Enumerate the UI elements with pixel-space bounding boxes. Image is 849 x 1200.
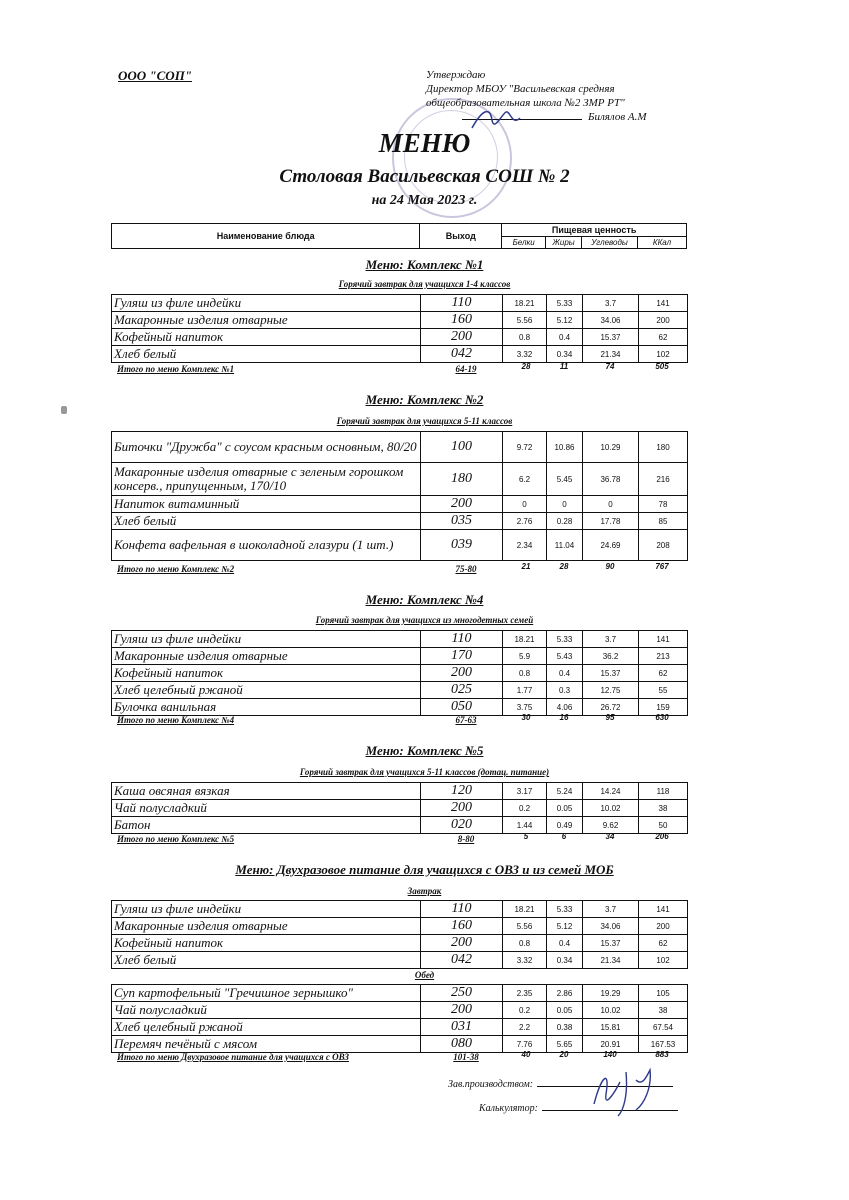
dish-fats: 0.4 — [547, 329, 583, 346]
dish-fats: 0.34 — [547, 346, 583, 363]
dish-name: Гуляш из филе индейки — [112, 295, 421, 312]
section-total — [111, 364, 687, 376]
dish-name: Гуляш из филе индейки — [112, 631, 421, 648]
total-carbs: 140 — [603, 1050, 617, 1059]
dish-proteins: 18.21 — [503, 295, 547, 312]
total-fats: 6 — [561, 832, 567, 841]
dish-yield: 160 — [421, 918, 503, 935]
table-row — [112, 513, 688, 530]
dish-kcal: 62 — [639, 665, 688, 682]
dish-proteins: 0.8 — [503, 935, 547, 952]
dish-carbs: 20.91 — [583, 1036, 639, 1053]
table-row — [112, 985, 688, 1002]
menu-table — [111, 900, 688, 969]
dish-kcal: 78 — [639, 496, 688, 513]
dish-proteins: 0.8 — [503, 665, 547, 682]
dish-kcal: 200 — [639, 312, 688, 329]
dish-fats: 0.05 — [547, 800, 583, 817]
col-kcal: ККал — [638, 237, 687, 249]
dish-yield: 200 — [421, 935, 503, 952]
total-yield: 101-38 — [453, 1052, 479, 1062]
menu-table — [111, 431, 688, 561]
dish-proteins: 2.34 — [503, 530, 547, 561]
dish-carbs: 15.37 — [583, 665, 639, 682]
dish-carbs: 10.29 — [583, 432, 639, 463]
dish-carbs: 0 — [583, 496, 639, 513]
page-title: МЕНЮ — [378, 128, 471, 158]
dish-name: Макаронные изделия отварные с зеленым горошком консерв., припущенным, 170/10 — [112, 463, 421, 496]
organization-name: ООО "СОП" — [118, 68, 193, 83]
dish-yield: 035 — [421, 513, 503, 530]
dish-kcal: 167.53 — [639, 1036, 688, 1053]
table-row — [112, 432, 688, 463]
dish-yield: 170 — [421, 648, 503, 665]
table-row — [112, 665, 688, 682]
section-title: Меню: Комплекс №5 — [365, 743, 484, 758]
dish-fats: 0.3 — [547, 682, 583, 699]
table-row — [112, 463, 688, 496]
total-kcal: 767 — [655, 562, 669, 571]
dish-name: Кофейный напиток — [112, 665, 421, 682]
dish-carbs: 9.62 — [583, 817, 639, 834]
dish-yield: 120 — [421, 783, 503, 800]
dish-carbs: 14.24 — [583, 783, 639, 800]
dish-carbs: 15.37 — [583, 329, 639, 346]
canteen-title: Столовая Васильевская СОШ № 2 — [279, 166, 570, 187]
total-kcal: 505 — [655, 362, 669, 371]
dish-yield: 042 — [421, 952, 503, 969]
table-row — [112, 312, 688, 329]
total-proteins: 40 — [521, 1050, 531, 1059]
dish-fats: 2.86 — [547, 985, 583, 1002]
section-total — [111, 834, 687, 846]
scan-mark — [61, 406, 67, 414]
dish-kcal: 38 — [639, 800, 688, 817]
dish-proteins: 3.75 — [503, 699, 547, 716]
total-label: Итого по меню Комплекс №1 — [117, 364, 235, 374]
col-fats: Жиры — [546, 237, 582, 249]
dish-fats: 5.33 — [547, 901, 583, 918]
dish-proteins: 6.2 — [503, 463, 547, 496]
dish-yield: 110 — [421, 631, 503, 648]
dish-name: Напиток витаминный — [112, 496, 421, 513]
table-row — [112, 901, 688, 918]
production-manager-label: Зав.производством: — [448, 1079, 534, 1090]
total-yield: 67-63 — [455, 715, 477, 725]
dish-carbs: 17.78 — [583, 513, 639, 530]
dish-fats: 0 — [547, 496, 583, 513]
section-subtitle: Горячий завтрак для учащихся из многодетных семей — [315, 615, 534, 625]
menu-table — [111, 294, 688, 363]
dish-proteins: 0.2 — [503, 800, 547, 817]
table-row — [112, 918, 688, 935]
dish-proteins: 0.2 — [503, 1002, 547, 1019]
dish-yield: 200 — [421, 665, 503, 682]
dish-yield: 100 — [421, 432, 503, 463]
column-header — [111, 223, 687, 249]
dish-yield: 042 — [421, 346, 503, 363]
dish-carbs: 10.02 — [583, 1002, 639, 1019]
approval-line-2: Директор МБОУ "Васильевская средняя — [426, 83, 615, 95]
dish-yield: 200 — [421, 496, 503, 513]
dish-fats: 0.4 — [547, 935, 583, 952]
dish-carbs: 26.72 — [583, 699, 639, 716]
dish-proteins: 18.21 — [503, 901, 547, 918]
total-proteins: 21 — [521, 562, 531, 571]
dish-fats: 5.24 — [547, 783, 583, 800]
total-kcal: 630 — [655, 713, 669, 722]
dish-name: Гуляш из филе индейки — [112, 901, 421, 918]
dish-proteins: 18.21 — [503, 631, 547, 648]
table-row — [112, 1019, 688, 1036]
dish-carbs: 34.06 — [583, 312, 639, 329]
dish-fats: 5.12 — [547, 312, 583, 329]
dish-proteins: 2.2 — [503, 1019, 547, 1036]
dish-yield: 050 — [421, 699, 503, 716]
approval-line-3: общеобразовательная школа №2 ЗМР РТ" — [426, 97, 625, 109]
total-fats: 16 — [559, 713, 569, 722]
dish-kcal: 141 — [639, 631, 688, 648]
dish-yield: 031 — [421, 1019, 503, 1036]
table-row — [112, 496, 688, 513]
dish-carbs: 19.29 — [583, 985, 639, 1002]
dish-yield: 160 — [421, 312, 503, 329]
dish-name: Макаронные изделия отварные — [112, 918, 421, 935]
total-fats: 28 — [559, 562, 569, 571]
dish-carbs: 3.7 — [583, 901, 639, 918]
menu-table — [111, 630, 688, 716]
section-subtitle: Горячий завтрак для учащихся 1-4 классов — [338, 279, 511, 289]
table-row — [112, 952, 688, 969]
dish-kcal: 141 — [639, 295, 688, 312]
dish-name: Макаронные изделия отварные — [112, 648, 421, 665]
approval-line-1: Утверждаю — [426, 69, 486, 81]
table-row — [112, 295, 688, 312]
dish-kcal: 67.54 — [639, 1019, 688, 1036]
section-total — [111, 1052, 687, 1064]
approval-block — [426, 68, 647, 124]
dish-kcal: 118 — [639, 783, 688, 800]
dish-yield: 039 — [421, 530, 503, 561]
dish-name: Батон — [112, 817, 421, 834]
dish-fats: 4.06 — [547, 699, 583, 716]
dish-kcal: 213 — [639, 648, 688, 665]
dish-fats: 5.12 — [547, 918, 583, 935]
dish-yield: 025 — [421, 682, 503, 699]
menu-date: на 24 Мая 2023 г. — [371, 193, 478, 208]
section-subtitle: Горячий завтрак для учащихся 5-11 классов — [336, 416, 513, 426]
dish-yield: 110 — [421, 901, 503, 918]
dish-proteins: 3.32 — [503, 346, 547, 363]
dish-fats: 10.86 — [547, 432, 583, 463]
dish-carbs: 15.37 — [583, 935, 639, 952]
dish-kcal: 200 — [639, 918, 688, 935]
dish-kcal: 85 — [639, 513, 688, 530]
dish-kcal: 50 — [639, 817, 688, 834]
dish-name: Хлеб целебный ржаной — [112, 1019, 421, 1036]
dish-proteins: 1.44 — [503, 817, 547, 834]
total-proteins: 5 — [523, 832, 529, 841]
dish-name: Биточки "Дружба" с соусом красным основным, 80/20 — [112, 432, 421, 463]
dish-carbs: 3.7 — [583, 631, 639, 648]
dish-yield: 200 — [421, 329, 503, 346]
dish-kcal: 159 — [639, 699, 688, 716]
dish-name: Перемяч печёный с мясом — [112, 1036, 421, 1053]
table-row — [112, 648, 688, 665]
total-carbs: 90 — [605, 562, 615, 571]
dish-fats: 0.34 — [547, 952, 583, 969]
dish-name: Хлеб белый — [112, 952, 421, 969]
calculator-label: Калькулятор: — [479, 1103, 538, 1114]
dish-yield: 200 — [421, 800, 503, 817]
section-subtitle: Завтрак — [407, 886, 442, 896]
total-label: Итого по меню Комплекс №4 — [117, 715, 235, 725]
dish-kcal: 62 — [639, 329, 688, 346]
dish-carbs: 24.69 — [583, 530, 639, 561]
total-carbs: 74 — [605, 362, 615, 371]
dish-fats: 5.33 — [547, 631, 583, 648]
total-kcal: 883 — [655, 1050, 669, 1059]
section-total — [111, 564, 687, 576]
dish-proteins: 5.9 — [503, 648, 547, 665]
approval-line-4: Билялов А.М — [588, 111, 647, 123]
total-fats: 11 — [559, 362, 569, 371]
dish-proteins: 3.17 — [503, 783, 547, 800]
table-row — [112, 783, 688, 800]
col-nutrition: Пищевая ценность — [502, 224, 687, 237]
dish-name: Макаронные изделия отварные — [112, 312, 421, 329]
dish-carbs: 10.02 — [583, 800, 639, 817]
dish-yield: 110 — [421, 295, 503, 312]
table-row — [112, 817, 688, 834]
dish-fats: 0.38 — [547, 1019, 583, 1036]
dish-name: Хлеб белый — [112, 346, 421, 363]
total-proteins: 28 — [521, 362, 531, 371]
dish-carbs: 36.2 — [583, 648, 639, 665]
dish-name: Каша овсяная вязкая — [112, 783, 421, 800]
dish-name: Кофейный напиток — [112, 329, 421, 346]
section-title: Меню: Комплекс №1 — [365, 257, 484, 272]
dish-kcal: 180 — [639, 432, 688, 463]
dish-proteins: 5.56 — [503, 918, 547, 935]
dish-proteins: 0.8 — [503, 329, 547, 346]
table-row — [112, 346, 688, 363]
total-yield: 75-80 — [455, 564, 477, 574]
footer-signature — [584, 1064, 676, 1122]
total-yield: 64-19 — [455, 364, 477, 374]
dish-name: Булочка ванильная — [112, 699, 421, 716]
table-row — [112, 935, 688, 952]
dish-proteins: 3.32 — [503, 952, 547, 969]
section-title: Меню: Комплекс №4 — [365, 592, 484, 607]
dish-fats: 0.05 — [547, 1002, 583, 1019]
dish-fats: 5.43 — [547, 648, 583, 665]
dish-kcal: 208 — [639, 530, 688, 561]
dish-name: Чай полусладкий — [112, 1002, 421, 1019]
menu-table — [111, 984, 688, 1053]
section-title: Меню: Комплекс №2 — [365, 392, 484, 407]
section-title: Меню: Двухразовое питание для учащихся с ОВЗ и из семей МОБ — [235, 862, 614, 877]
total-yield: 8-80 — [457, 834, 475, 844]
dish-kcal: 141 — [639, 901, 688, 918]
dish-fats: 0.4 — [547, 665, 583, 682]
dish-carbs: 12.75 — [583, 682, 639, 699]
dish-fats: 5.45 — [547, 463, 583, 496]
col-carbs: Углеводы — [582, 237, 638, 249]
dish-yield: 250 — [421, 985, 503, 1002]
dish-carbs: 34.06 — [583, 918, 639, 935]
dish-name: Кофейный напиток — [112, 935, 421, 952]
dish-proteins: 7.76 — [503, 1036, 547, 1053]
dish-carbs: 3.7 — [583, 295, 639, 312]
dish-fats: 0.49 — [547, 817, 583, 834]
table-row — [112, 1002, 688, 1019]
total-proteins: 30 — [521, 713, 531, 722]
dish-fats: 11.04 — [547, 530, 583, 561]
dish-proteins: 9.72 — [503, 432, 547, 463]
dish-name: Суп картофельный "Гречишное зернышко" — [112, 985, 421, 1002]
dish-kcal: 216 — [639, 463, 688, 496]
dish-name: Конфета вафельная в шоколадной глазури (1 шт.) — [112, 530, 421, 561]
dish-name: Хлеб целебный ржаной — [112, 682, 421, 699]
dish-name: Хлеб белый — [112, 513, 421, 530]
total-label: Итого по меню Комплекс №2 — [117, 564, 235, 574]
dish-kcal: 38 — [639, 1002, 688, 1019]
dish-fats: 5.65 — [547, 1036, 583, 1053]
col-proteins: Белки — [502, 237, 546, 249]
dish-yield: 020 — [421, 817, 503, 834]
table-row — [112, 800, 688, 817]
dish-kcal: 105 — [639, 985, 688, 1002]
dish-kcal: 55 — [639, 682, 688, 699]
dish-fats: 0.28 — [547, 513, 583, 530]
dish-kcal: 62 — [639, 935, 688, 952]
dish-proteins: 0 — [503, 496, 547, 513]
dish-proteins: 2.35 — [503, 985, 547, 1002]
dish-proteins: 1.77 — [503, 682, 547, 699]
total-label: Итого по меню Двухразовое питание для учащихся с ОВЗ — [117, 1052, 349, 1062]
table-row — [112, 530, 688, 561]
total-carbs: 34 — [605, 832, 615, 841]
col-yield: Выход — [420, 224, 502, 249]
dish-yield: 080 — [421, 1036, 503, 1053]
dish-kcal: 102 — [639, 952, 688, 969]
table-row — [112, 682, 688, 699]
total-carbs: 95 — [605, 713, 615, 722]
dish-carbs: 36.78 — [583, 463, 639, 496]
total-kcal: 206 — [655, 832, 669, 841]
dish-kcal: 102 — [639, 346, 688, 363]
dish-name: Чай полусладкий — [112, 800, 421, 817]
dish-yield: 200 — [421, 1002, 503, 1019]
dish-carbs: 21.34 — [583, 346, 639, 363]
dish-proteins: 2.76 — [503, 513, 547, 530]
dish-carbs: 15.81 — [583, 1019, 639, 1036]
section-subtitle: Горячий завтрак для учащихся 5-11 классов (дотац. питание) — [299, 767, 550, 777]
table-row — [112, 329, 688, 346]
col-name: Наименование блюда — [112, 224, 420, 249]
total-label: Итого по меню Комплекс №5 — [117, 834, 235, 844]
total-fats: 20 — [559, 1050, 569, 1059]
section-subtitle: Обед — [414, 970, 435, 980]
dish-fats: 5.33 — [547, 295, 583, 312]
section-total — [111, 715, 687, 727]
dish-proteins: 5.56 — [503, 312, 547, 329]
table-row — [112, 631, 688, 648]
dish-yield: 180 — [421, 463, 503, 496]
dish-carbs: 21.34 — [583, 952, 639, 969]
menu-table — [111, 782, 688, 834]
